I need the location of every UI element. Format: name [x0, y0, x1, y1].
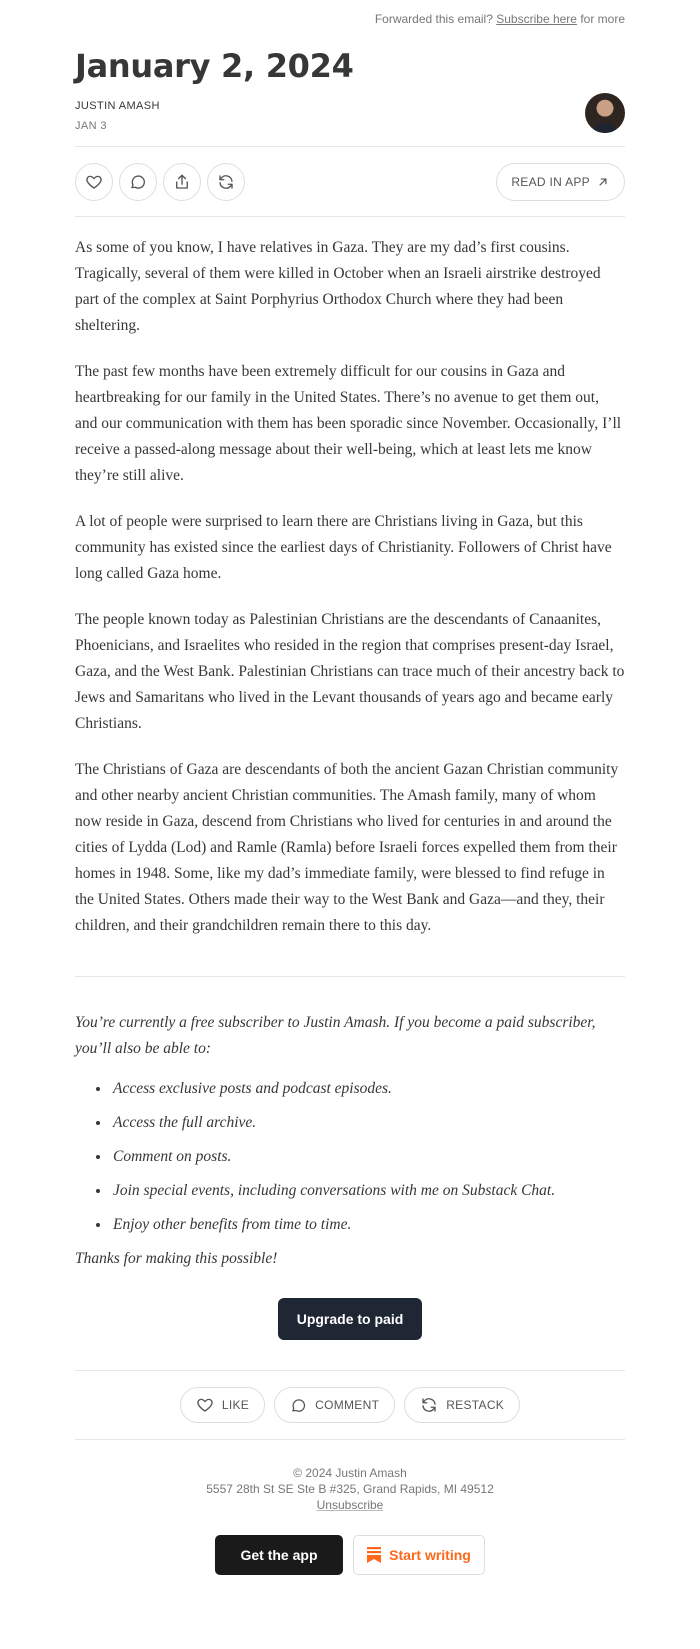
unsubscribe-link[interactable]: Unsubscribe	[316, 1498, 384, 1512]
author-avatar[interactable]	[585, 93, 625, 133]
share-icon	[173, 173, 191, 191]
restack-pill-button[interactable]	[404, 1387, 520, 1423]
body-paragraph: The people known today as Palestinian Christians are the descendants of Canaanites, Phoenicians, and Israelites who resided in the region that comprises present-day Israel, Gaza, and the West Bank. Palestinian Christians can trace much of their ancestry back to Jews and Samaritans who lived in the Levant thousands of years ago and became early Christians.	[75, 611, 625, 732]
thanks-text: Thanks for making this possible!	[75, 1250, 278, 1267]
benefit-item: • Enjoy other benefits from time to time.	[111, 1212, 625, 1238]
share-button[interactable]	[163, 163, 201, 201]
forward-prefix: Forwarded this email?	[374, 12, 493, 26]
forward-suffix: for more	[580, 12, 625, 26]
social-actions	[75, 1371, 625, 1439]
subscribe-link[interactable]: Subscribe here	[496, 12, 577, 26]
like-button[interactable]	[75, 163, 113, 201]
read-in-app-label: READ IN APP	[511, 175, 590, 189]
restack-label: RESTACK	[446, 1398, 505, 1412]
restack-icon	[420, 1396, 438, 1414]
legal-footer	[75, 1440, 625, 1513]
benefit-item: • Access the full archive.	[111, 1110, 625, 1136]
post-actions	[75, 147, 625, 216]
start-writing-label: Start writing	[389, 1547, 471, 1563]
comment-icon	[290, 1397, 307, 1414]
benefit-item: • Access exclusive posts and podcast episodes.	[111, 1076, 625, 1102]
restack-icon	[217, 173, 235, 191]
body-paragraph: The past few months have been extremely difficult for our cousins in Gaza and heartbreaking for our family in the United States. There’s no avenue to get them out, and our communication with them has been sporadic since November. Occasionally, I’ll receive a passed-along message about their well-being, which at least lets me know they’re still alive.	[75, 363, 622, 484]
cta-row	[75, 1535, 625, 1575]
benefit-item: • Comment on posts.	[111, 1144, 625, 1170]
benefit-item: • Join special events, including conversations with me on Substack Chat.	[111, 1178, 625, 1204]
heart-icon	[85, 173, 103, 191]
like-label: LIKE	[221, 1398, 250, 1412]
email-container	[75, 0, 625, 1575]
heart-icon	[196, 1396, 214, 1414]
body-paragraph: A lot of people were surprised to learn there are Christians living in Gaza, but this community has existed since the earliest days of Christianity. Followers of Christ have long called Gaza home.	[75, 513, 612, 582]
post-body	[75, 217, 625, 939]
comment-icon	[129, 173, 147, 191]
benefits-list	[75, 1076, 625, 1238]
subscriber-note	[75, 977, 625, 1272]
comment-pill-button[interactable]	[274, 1387, 395, 1423]
start-writing-button[interactable]	[353, 1535, 485, 1575]
post-date: JAN 3	[75, 120, 107, 132]
author-name[interactable]: JUSTIN AMASH	[75, 100, 160, 112]
like-pill-button[interactable]	[180, 1387, 265, 1423]
subscriber-note-intro: You’re currently a free subscriber to Justin Amash. If you become a paid subscriber, you’ll also be able to:	[75, 1014, 596, 1057]
comment-button[interactable]	[119, 163, 157, 201]
post-meta	[75, 92, 625, 146]
body-paragraph: As some of you know, I have relatives in Gaza. They are my dad’s first cousins. Tragically, several of them were killed in October when an Israeli airstrike destroyed part of the complex at Saint Porphyrius Orthodox Church where they had been sheltering.	[75, 239, 601, 334]
read-in-app-button[interactable]	[496, 163, 625, 201]
substack-logo-icon	[367, 1547, 381, 1563]
comment-label: COMMENT	[315, 1398, 380, 1412]
upgrade-row	[75, 1272, 625, 1370]
arrow-up-right-icon	[596, 175, 610, 189]
body-paragraph: The Christians of Gaza are descendants of both the ancient Gazan Christian community and other nearby ancient Christian communities. The Amash family, many of whom now reside in Gaza, descend from Christians who lived for centuries in and around the cities of Lydda (Lod) and Ramle (Ramla) before Israeli forces expelled them from their homes in 1948. Some, like my dad’s immediate family, were blessed to find refuge in the United States. Others made their way to the West Bank and Gaza—and they, their children, and their grandchildren remain there to this day.	[75, 761, 619, 934]
postal-address: 5557 28th St SE Ste B #325, Grand Rapids, MI 49512	[206, 1482, 494, 1496]
get-the-app-button[interactable]: Get the app	[215, 1535, 343, 1575]
copyright-text: © 2024 Justin Amash	[293, 1466, 407, 1480]
forward-notice	[75, 0, 625, 28]
upgrade-to-paid-button[interactable]: Upgrade to paid	[278, 1298, 423, 1340]
restack-button[interactable]	[207, 163, 245, 201]
post-title[interactable]: January 2, 2024	[75, 47, 354, 85]
